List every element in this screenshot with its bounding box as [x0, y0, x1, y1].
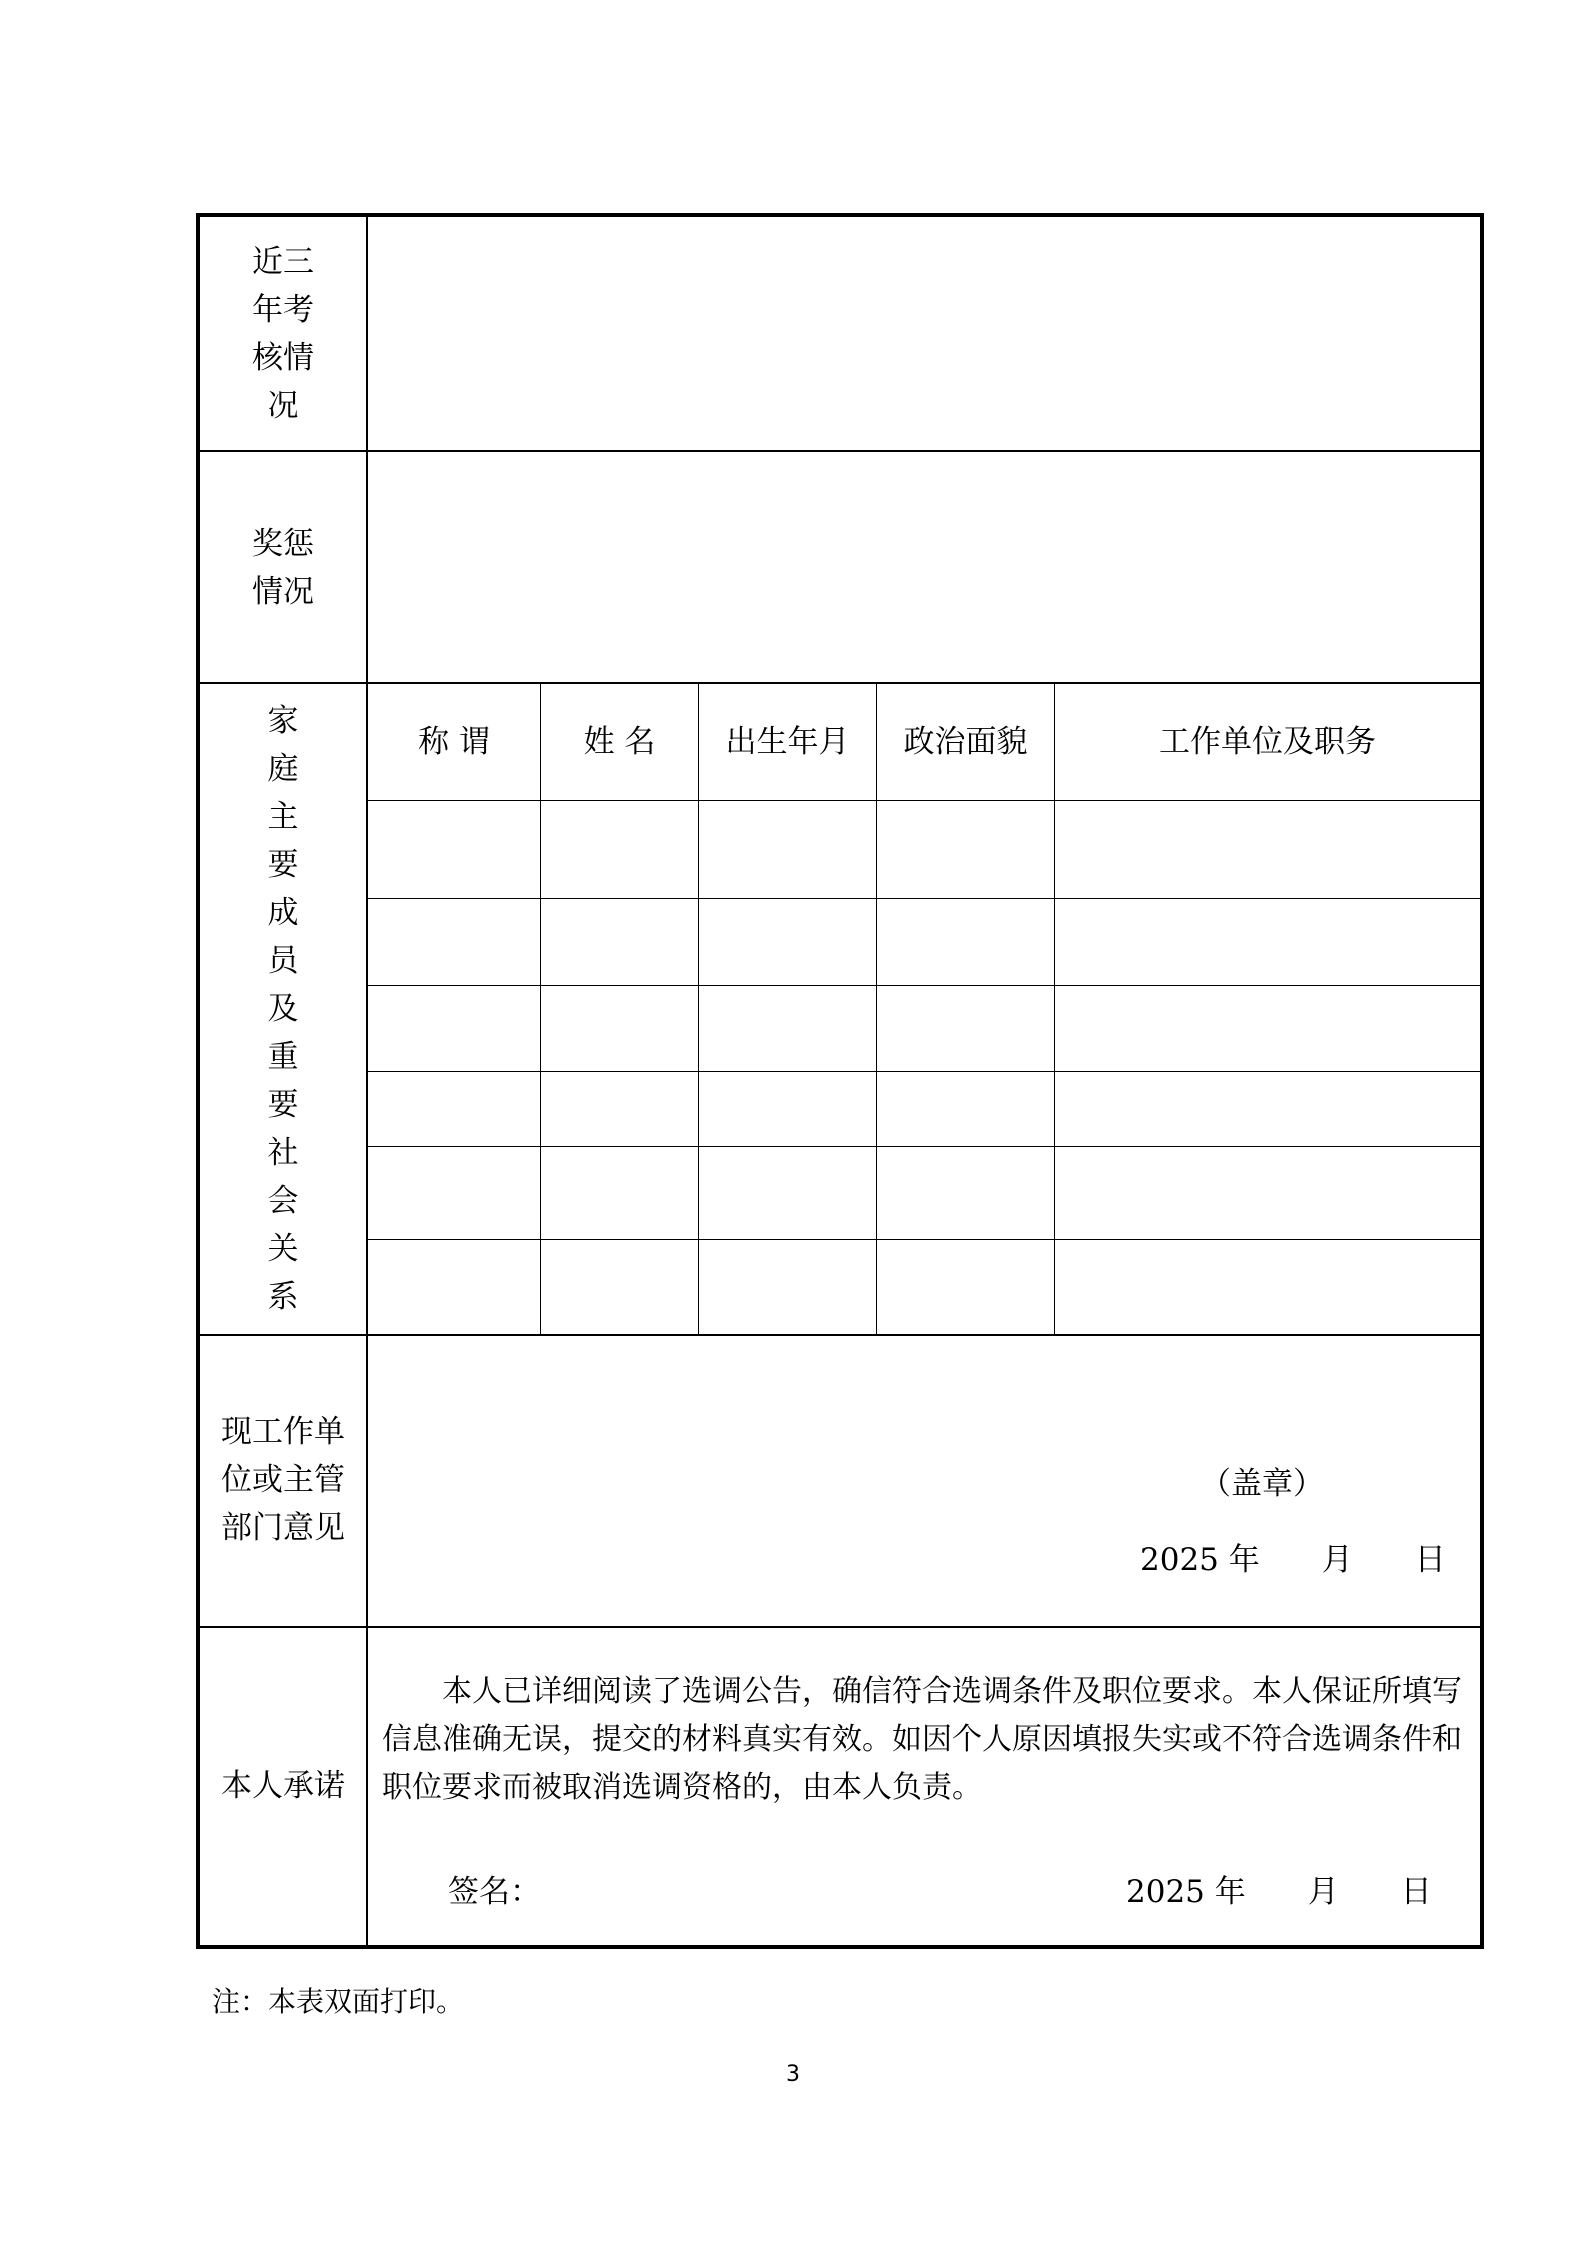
rewards-label: 奖惩 情况 — [252, 526, 314, 610]
pledge-date: 2025 年 月 日 — [1126, 1874, 1432, 1910]
assessment-field[interactable] — [368, 217, 1480, 450]
opinion-label: 现工作单 位或主管 部门意见 — [221, 1414, 345, 1546]
family-row[interactable] — [368, 1147, 1480, 1239]
pledge-label: 本人承诺 — [221, 1768, 345, 1804]
header-birth: 出生年月 — [725, 724, 850, 760]
header-name: 姓 名 — [583, 724, 656, 760]
family-row[interactable] — [368, 986, 1480, 1071]
family-row[interactable] — [368, 1240, 1480, 1334]
table-border-bottom — [196, 1945, 1484, 1949]
family-row[interactable] — [368, 899, 1480, 985]
header-relation: 称 谓 — [418, 724, 490, 760]
assessment-label: 近三 年考 核情 况 — [252, 244, 314, 424]
row-separator — [198, 1626, 1482, 1628]
footer-note: 注：本表双面打印。 — [212, 1985, 465, 2018]
rewards-field[interactable] — [368, 452, 1480, 682]
row-separator — [198, 682, 1482, 684]
signature-field[interactable] — [548, 1868, 848, 1916]
family-row[interactable] — [368, 801, 1480, 898]
table-border-right — [1480, 213, 1484, 1949]
page-number: 3 — [786, 2062, 800, 2087]
signature-label: 签名： — [448, 1874, 541, 1910]
opinion-date: 2025 年 月 日 — [1140, 1542, 1446, 1578]
family-label: 家 庭 主 要 成 员 及 重 要 社 会 关 系 — [267, 703, 299, 1315]
row-separator — [198, 1334, 1482, 1336]
header-political: 政治面貌 — [903, 724, 1028, 760]
header-workplace: 工作单位及职务 — [1159, 724, 1376, 760]
pledge-text: 本人已详细阅读了选调公告，确信符合选调条件及职位要求。本人保证所填写信息准确无误，提交的材料真实有效。如因个人原因填报失实或不符合选调条件和职位要求而被取消选调资格的，由本人负责。 — [382, 1674, 1462, 1805]
seal-text: （盖章） — [1200, 1466, 1324, 1502]
family-row[interactable] — [368, 1072, 1480, 1146]
